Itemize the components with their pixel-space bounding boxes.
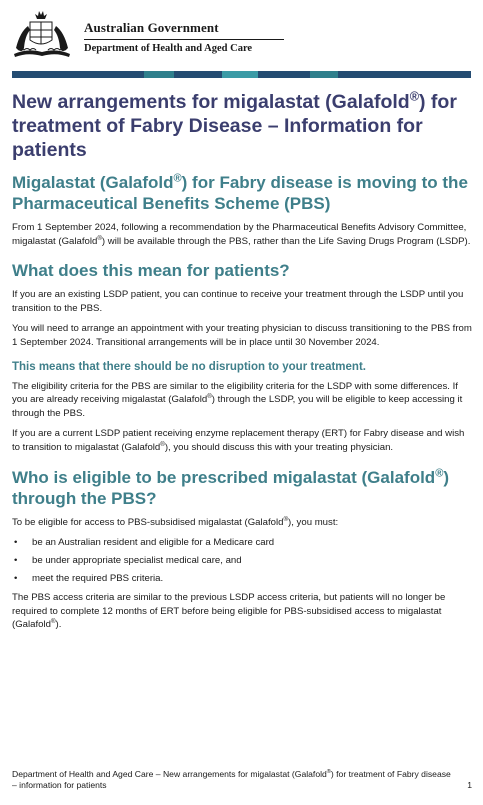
stripe-segment bbox=[338, 71, 406, 78]
list-item: • be an Australian resident and eligible for a Medicare card bbox=[12, 536, 472, 549]
page-header bbox=[12, 8, 472, 66]
stripe-segment bbox=[82, 71, 144, 78]
coat-of-arms-icon bbox=[12, 8, 72, 62]
stripe-segment bbox=[174, 71, 222, 78]
page-footer bbox=[12, 769, 472, 791]
header-stripe bbox=[12, 71, 471, 78]
paragraph: You will need to arrange an appointment with your treating physician to discuss transitioning to the PBS from 1 September 2024. Transitional arrangements will be in place until 30 November 2024. bbox=[12, 323, 472, 348]
stripe-segment bbox=[258, 71, 310, 78]
paragraph: The PBS access criteria are similar to the previous LSDP access criteria, but patients will no longer be required to complete 12 months of ERT before being eligible for PBS-subsidised access to migalastat (Galafold®). bbox=[12, 592, 446, 631]
subheading-no-disruption: This means that there should be no disruption to your treatment. bbox=[12, 360, 366, 373]
eligibility-list bbox=[12, 536, 472, 585]
paragraph: From 1 September 2024, following a recommendation by the Pharmaceutical Benefits Advisory Committee, migalastat (Galafold®) will be available through the PBS, rather than the Life Saving Drugs Program (LSDP). bbox=[12, 222, 471, 247]
stripe-segment bbox=[406, 71, 471, 78]
list-item: • meet the required PBS criteria. bbox=[12, 572, 472, 585]
department-name: Department of Health and Aged Care bbox=[84, 43, 253, 54]
government-logo-text bbox=[84, 20, 284, 54]
paragraph: The eligibility criteria for the PBS are similar to the eligibility criteria for the LSDP with some differences. If you are already receiving migalastat (Galafold®) through the LSDP, you will be eligible to keep accessing it through the PBS. bbox=[12, 380, 463, 419]
stripe-segment bbox=[12, 71, 82, 78]
stripe-segment bbox=[144, 71, 174, 78]
footer-text: Department of Health and Aged Care – New arrangements for migalastat (Galafold®) for treatment of Fabry disease – information for patients bbox=[12, 769, 451, 790]
section-heading-what-it-means: What does this mean for patients? bbox=[12, 261, 290, 281]
paragraph: If you are a current LSDP patient receiving enzyme replacement therapy (ERT) for Fabry disease and wish to transition to migalastat (Galafold®), you should discuss this with your treating physician. bbox=[12, 428, 465, 453]
paragraph: If you are an existing LSDP patient, you can continue to receive your treatment through the LSDP until you transition to the PBS. bbox=[12, 289, 464, 314]
list-item: • be under appropriate specialist medical care, and bbox=[12, 554, 472, 567]
government-name: Australian Government bbox=[84, 20, 284, 40]
stripe-segment bbox=[310, 71, 338, 78]
section-heading-eligibility: Who is eligible to be prescribed migalastat (Galafold®) through the PBS? bbox=[12, 466, 450, 508]
paragraph: To be eligible for access to PBS-subsidised migalastat (Galafold®), you must: bbox=[12, 515, 339, 528]
page-number: 1 bbox=[467, 780, 472, 790]
document-body bbox=[12, 90, 472, 639]
page-title: New arrangements for migalastat (Galafold®) for treatment of Fabry Disease – Information for patients bbox=[12, 89, 457, 161]
section-heading-pbs-move: Migalastat (Galafold®) for Fabry disease is moving to the Pharmaceutical Benefits Scheme (PBS) bbox=[12, 172, 468, 213]
stripe-segment bbox=[222, 71, 258, 78]
